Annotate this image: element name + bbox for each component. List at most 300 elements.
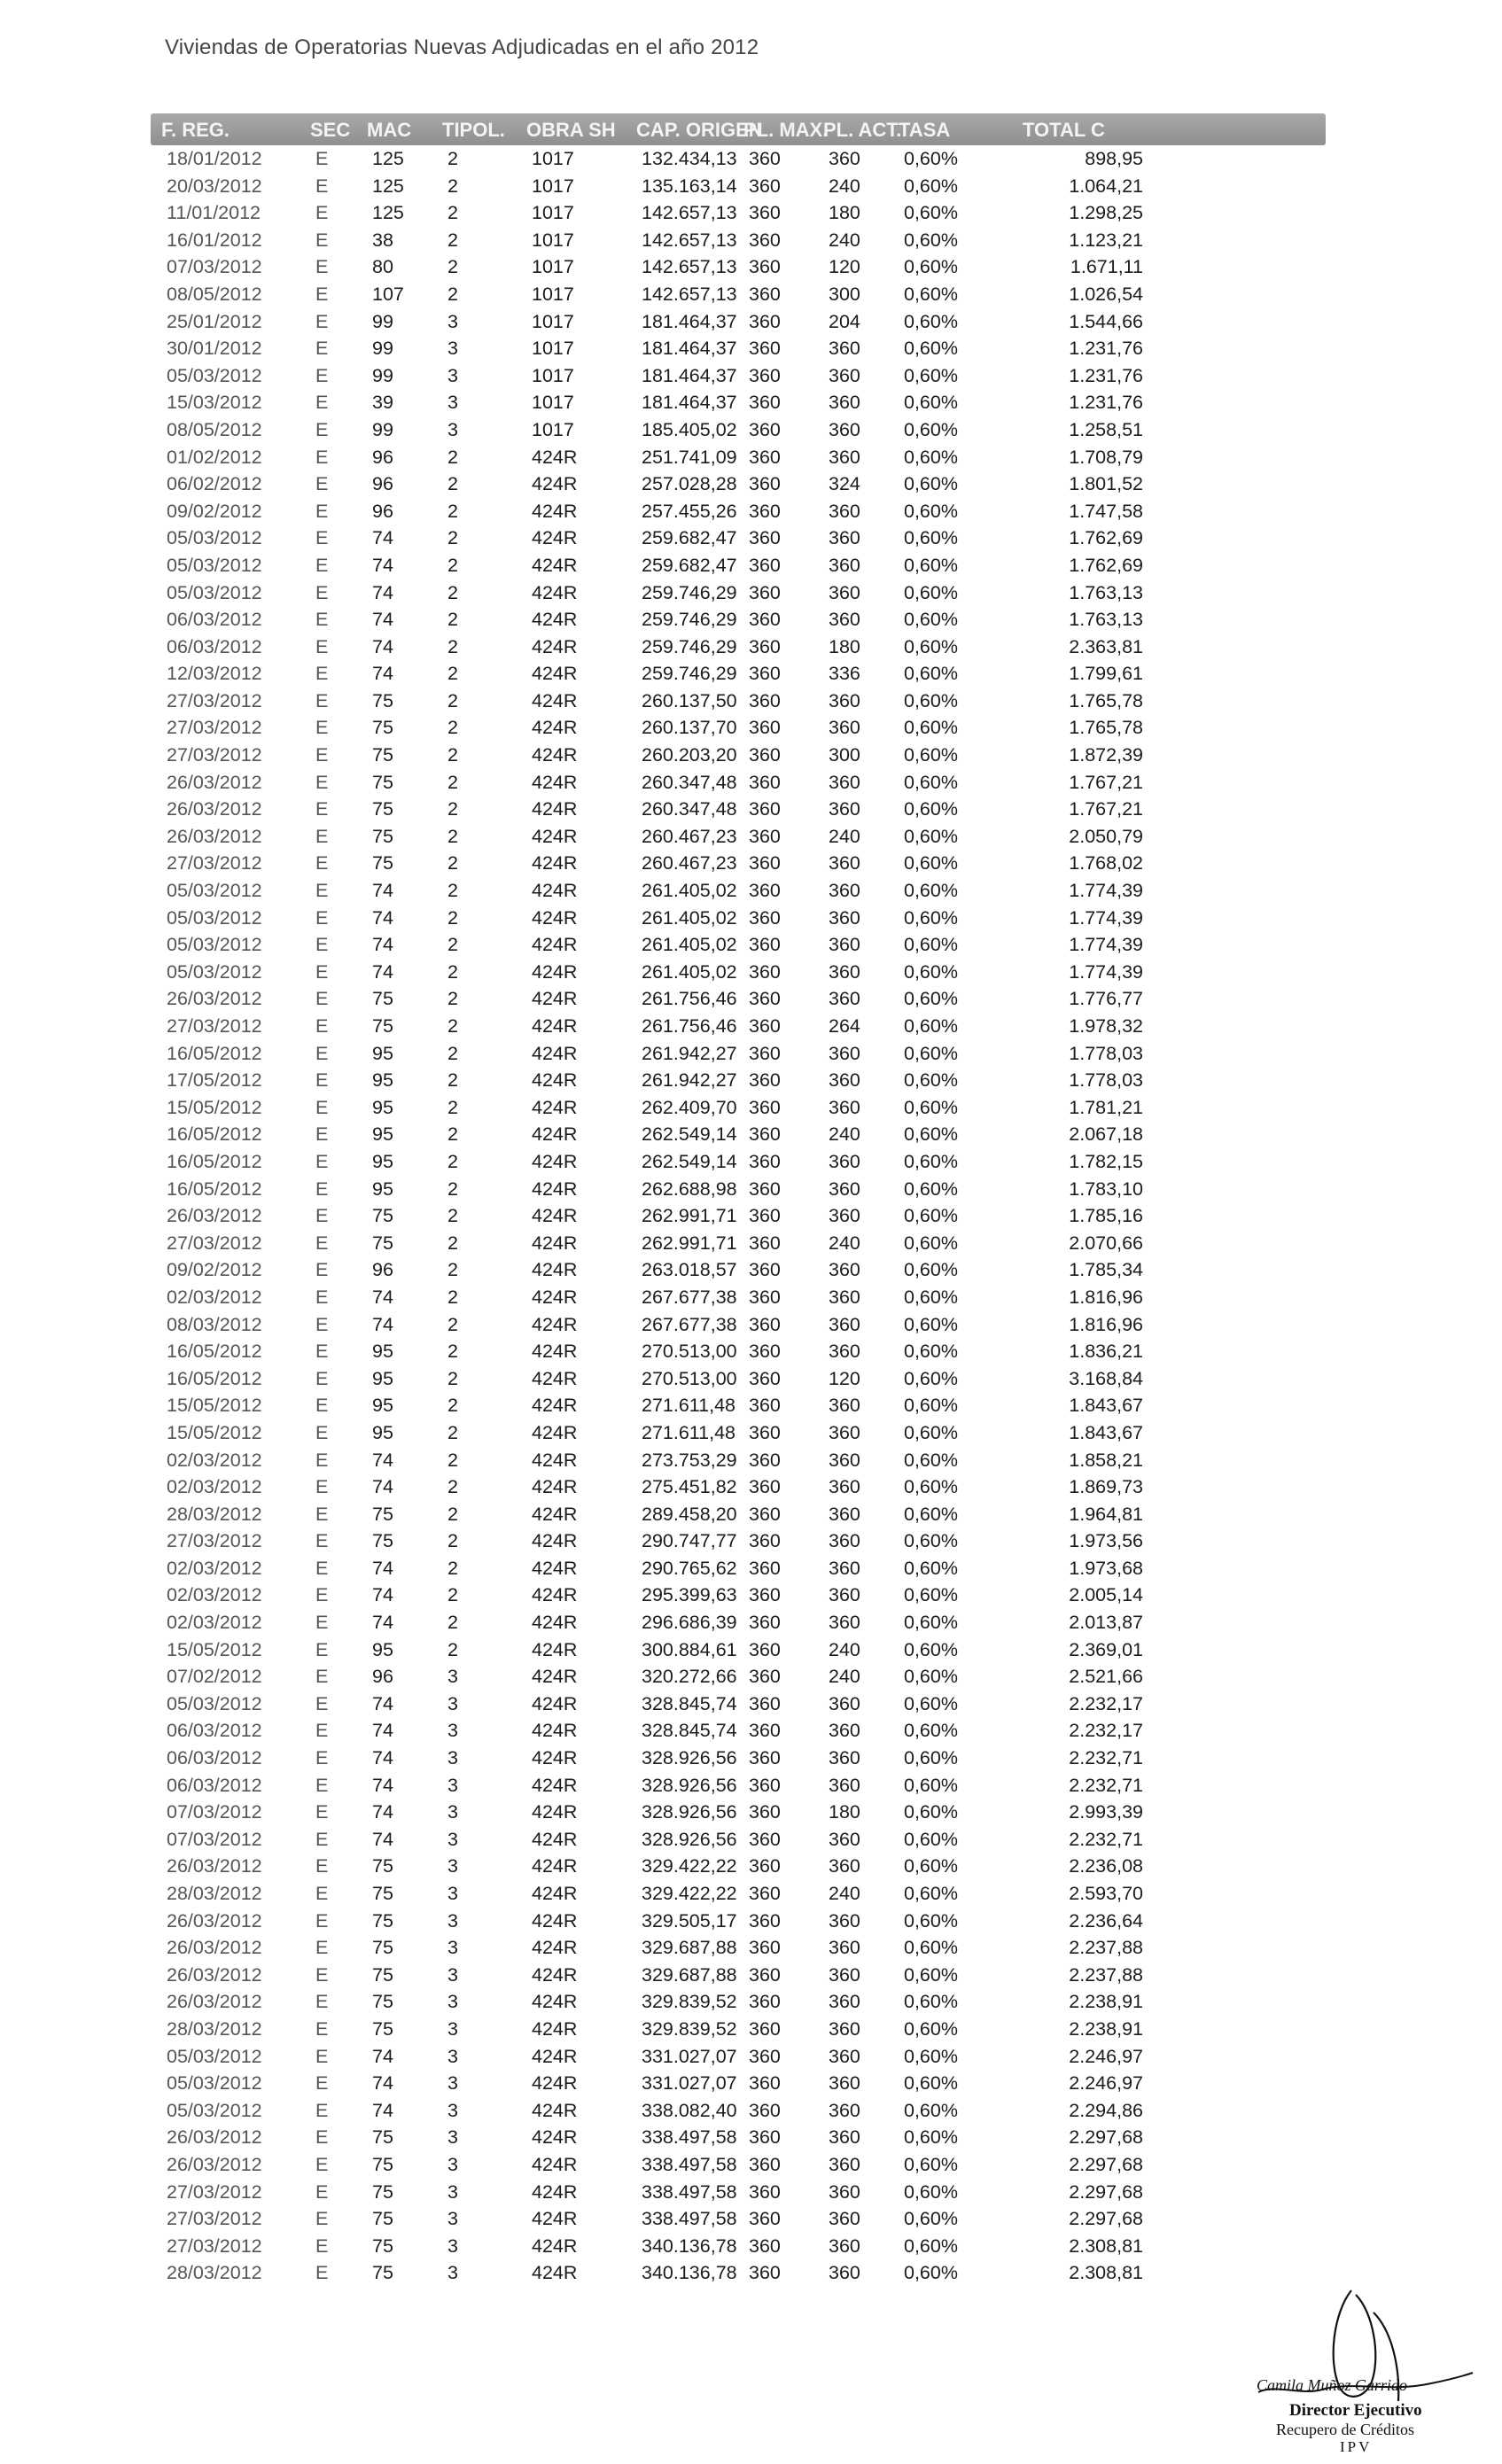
cell-sec: E — [315, 717, 329, 739]
cell-date: 26/03/2012 — [167, 2126, 262, 2149]
cell-plact: 360 — [829, 527, 860, 549]
table-row — [151, 1447, 1326, 1474]
cell-capital: 260.137,70 — [642, 717, 737, 739]
cell-plact: 360 — [829, 1042, 860, 1064]
cell-obra: 1017 — [532, 202, 574, 224]
table-row — [151, 823, 1326, 851]
cell-mac: 74 — [372, 1720, 393, 1742]
cell-date: 30/01/2012 — [167, 338, 262, 360]
cell-plact: 360 — [829, 1395, 860, 1417]
cell-mac: 74 — [372, 960, 393, 983]
cell-plmax: 360 — [749, 1666, 781, 1688]
cell-capital: 331.027,07 — [642, 2045, 737, 2067]
cell-plact: 360 — [829, 1692, 860, 1714]
cell-date: 06/03/2012 — [167, 1774, 262, 1796]
cell-date: 11/01/2012 — [167, 202, 261, 224]
cell-date: 26/03/2012 — [167, 988, 262, 1010]
cell-plact: 360 — [829, 2208, 860, 2230]
cell-mac: 75 — [372, 1205, 393, 1227]
cell-plmax: 360 — [749, 1557, 781, 1579]
cell-capital: 338.082,40 — [642, 2099, 737, 2121]
cell-tipol: 2 — [447, 202, 458, 224]
cell-date: 05/03/2012 — [167, 960, 262, 983]
cell-obra: 424R — [532, 934, 578, 956]
cell-plact: 120 — [829, 1367, 860, 1389]
table-row — [151, 1256, 1326, 1284]
cell-total: 2.050,79 — [1069, 825, 1143, 847]
cell-plmax: 360 — [749, 1178, 781, 1200]
cell-obra: 424R — [532, 2153, 578, 2175]
cell-capital: 296.686,39 — [642, 1612, 737, 1634]
cell-tasa: 0,60% — [904, 1991, 958, 2013]
table-row — [151, 2043, 1326, 2071]
cell-capital: 340.136,78 — [642, 2262, 737, 2284]
cell-capital: 142.657,13 — [642, 283, 737, 305]
cell-capital: 261.405,02 — [642, 960, 737, 983]
cell-capital: 290.765,62 — [642, 1557, 737, 1579]
cell-plmax: 360 — [749, 1015, 781, 1037]
cell-date: 27/03/2012 — [167, 689, 262, 711]
cell-tasa: 0,60% — [904, 2045, 958, 2067]
cell-plact: 360 — [829, 418, 860, 440]
cell-plact: 360 — [829, 906, 860, 929]
cell-obra: 424R — [532, 1367, 578, 1389]
cell-sec: E — [315, 1096, 329, 1118]
cell-date: 08/03/2012 — [167, 1313, 262, 1335]
cell-obra: 424R — [532, 2262, 578, 2284]
cell-mac: 99 — [372, 310, 393, 332]
cell-total: 1.231,76 — [1069, 392, 1143, 414]
cell-sec: E — [315, 1692, 329, 1714]
cell-obra: 424R — [532, 1720, 578, 1742]
cell-tasa: 0,60% — [904, 906, 958, 929]
cell-sec: E — [315, 1557, 329, 1579]
cell-total: 1.783,10 — [1069, 1178, 1143, 1200]
cell-sec: E — [315, 1395, 329, 1417]
cell-total: 2.521,66 — [1069, 1666, 1143, 1688]
cell-obra: 424R — [532, 2126, 578, 2149]
cell-plmax: 360 — [749, 2045, 781, 2067]
cell-tipol: 3 — [447, 364, 458, 386]
cell-sec: E — [315, 1638, 329, 1660]
cell-date: 05/03/2012 — [167, 364, 262, 386]
cell-capital: 181.464,37 — [642, 364, 737, 386]
cell-obra: 424R — [532, 1883, 578, 1904]
cell-mac: 74 — [372, 1747, 393, 1769]
cell-capital: 331.027,07 — [642, 2072, 737, 2095]
signature-department: Recupero de Créditos — [1276, 2421, 1414, 2438]
cell-mac: 96 — [372, 446, 393, 468]
cell-plmax: 360 — [749, 418, 781, 440]
cell-date: 27/03/2012 — [167, 2235, 262, 2257]
cell-tasa: 0,60% — [904, 1476, 958, 1498]
cell-sec: E — [315, 1909, 329, 1932]
cell-sec: E — [315, 988, 329, 1010]
cell-tasa: 0,60% — [904, 1449, 958, 1471]
cell-plmax: 360 — [749, 2208, 781, 2230]
cell-mac: 95 — [372, 1150, 393, 1172]
table-row — [151, 1663, 1326, 1691]
cell-tasa: 0,60% — [904, 2099, 958, 2121]
table-row — [151, 633, 1326, 661]
cell-tipol: 2 — [447, 148, 458, 169]
table-row — [151, 606, 1326, 633]
cell-capital: 261.756,46 — [642, 1015, 737, 1037]
cell-capital: 259.682,47 — [642, 527, 737, 549]
cell-mac: 75 — [372, 825, 393, 847]
cell-capital: 181.464,37 — [642, 338, 737, 360]
cell-tasa: 0,60% — [904, 2017, 958, 2040]
cell-tipol: 3 — [447, 2045, 458, 2067]
cell-tasa: 0,60% — [904, 446, 958, 468]
cell-plact: 360 — [829, 1096, 860, 1118]
cell-plmax: 360 — [749, 2072, 781, 2095]
cell-plmax: 360 — [749, 2235, 781, 2257]
cell-obra: 424R — [532, 1015, 578, 1037]
cell-obra: 424R — [532, 1692, 578, 1714]
cell-tasa: 0,60% — [904, 256, 958, 278]
cell-tipol: 3 — [447, 1692, 458, 1714]
cell-capital: 142.657,13 — [642, 202, 737, 224]
cell-date: 27/03/2012 — [167, 717, 262, 739]
cell-plact: 240 — [829, 229, 860, 251]
cell-tasa: 0,60% — [904, 2180, 958, 2203]
cell-date: 05/03/2012 — [167, 2099, 262, 2121]
cell-date: 02/03/2012 — [167, 1612, 262, 1634]
cell-tipol: 2 — [447, 1313, 458, 1335]
cell-sec: E — [315, 148, 329, 169]
cell-plact: 360 — [829, 880, 860, 902]
cell-obra: 424R — [532, 1666, 578, 1688]
cell-capital: 260.203,20 — [642, 744, 737, 766]
cell-plmax: 360 — [749, 1449, 781, 1471]
cell-tasa: 0,60% — [904, 229, 958, 251]
cell-plact: 324 — [829, 473, 860, 495]
table-row — [151, 2205, 1326, 2233]
cell-total: 2.308,81 — [1069, 2262, 1143, 2284]
cell-plmax: 360 — [749, 1395, 781, 1417]
cell-total: 2.232,17 — [1069, 1692, 1143, 1714]
cell-sec: E — [315, 906, 329, 929]
cell-sec: E — [315, 1774, 329, 1796]
table-row — [151, 1040, 1326, 1068]
cell-plmax: 360 — [749, 717, 781, 739]
cell-tipol: 2 — [447, 1232, 458, 1254]
cell-sec: E — [315, 1883, 329, 1904]
cell-plact: 360 — [829, 1774, 860, 1796]
cell-date: 02/03/2012 — [167, 1584, 262, 1606]
cell-capital: 251.741,09 — [642, 446, 737, 468]
cell-plmax: 360 — [749, 1937, 781, 1959]
cell-total: 2.297,68 — [1069, 2208, 1143, 2230]
cell-sec: E — [315, 364, 329, 386]
cell-total: 1.765,78 — [1069, 717, 1143, 739]
cell-total: 1.747,58 — [1069, 500, 1143, 522]
cell-sec: E — [315, 1286, 329, 1308]
cell-plact: 180 — [829, 635, 860, 657]
table-row — [151, 1094, 1326, 1122]
cell-date: 27/03/2012 — [167, 1015, 262, 1037]
table-row — [151, 796, 1326, 823]
cell-sec: E — [315, 1476, 329, 1498]
column-header-obra: OBRA SH — [526, 119, 616, 141]
cell-capital: 270.513,00 — [642, 1341, 737, 1363]
cell-tasa: 0,60% — [904, 1720, 958, 1742]
cell-plact: 360 — [829, 1205, 860, 1227]
cell-capital: 338.497,58 — [642, 2180, 737, 2203]
cell-tipol: 2 — [447, 1205, 458, 1227]
cell-total: 1.767,21 — [1069, 771, 1143, 793]
cell-mac: 95 — [372, 1178, 393, 1200]
cell-tasa: 0,60% — [904, 2126, 958, 2149]
cell-plact: 360 — [829, 554, 860, 576]
cell-plmax: 360 — [749, 229, 781, 251]
cell-capital: 260.467,23 — [642, 852, 737, 874]
cell-tasa: 0,60% — [904, 934, 958, 956]
cell-sec: E — [315, 500, 329, 522]
cell-tasa: 0,60% — [904, 473, 958, 495]
cell-date: 05/03/2012 — [167, 581, 262, 603]
cell-tipol: 2 — [447, 581, 458, 603]
cell-plmax: 360 — [749, 663, 781, 685]
cell-plmax: 360 — [749, 2126, 781, 2149]
cell-total: 2.297,68 — [1069, 2180, 1143, 2203]
cell-tipol: 3 — [447, 418, 458, 440]
table-row — [151, 2016, 1326, 2043]
cell-plmax: 360 — [749, 446, 781, 468]
cell-capital: 262.409,70 — [642, 1096, 737, 1118]
cell-mac: 95 — [372, 1069, 393, 1092]
cell-plact: 360 — [829, 1855, 860, 1877]
cell-obra: 424R — [532, 554, 578, 576]
table-row — [151, 173, 1326, 200]
cell-capital: 259.682,47 — [642, 554, 737, 576]
table-row — [151, 2179, 1326, 2206]
cell-tasa: 0,60% — [904, 960, 958, 983]
cell-mac: 107 — [372, 283, 404, 305]
cell-obra: 424R — [532, 1476, 578, 1498]
cell-total: 2.238,91 — [1069, 1991, 1143, 2013]
cell-obra: 424R — [532, 1341, 578, 1363]
cell-tasa: 0,60% — [904, 880, 958, 902]
table-header — [151, 113, 1326, 145]
cell-plmax: 360 — [749, 1720, 781, 1742]
cell-capital: 262.688,98 — [642, 1178, 737, 1200]
cell-tasa: 0,60% — [904, 1503, 958, 1525]
table-row — [151, 389, 1326, 416]
cell-mac: 95 — [372, 1638, 393, 1660]
cell-capital: 273.753,29 — [642, 1449, 737, 1471]
cell-tasa: 0,60% — [904, 1530, 958, 1552]
cell-obra: 424R — [532, 717, 578, 739]
cell-mac: 75 — [372, 2208, 393, 2230]
cell-total: 1.774,39 — [1069, 880, 1143, 902]
cell-mac: 75 — [372, 1909, 393, 1932]
cell-obra: 424R — [532, 1313, 578, 1335]
cell-sec: E — [315, 2045, 329, 2067]
cell-capital: 338.497,58 — [642, 2208, 737, 2230]
cell-sec: E — [315, 771, 329, 793]
cell-total: 1.762,69 — [1069, 554, 1143, 576]
cell-date: 09/02/2012 — [167, 500, 262, 522]
cell-tipol: 3 — [447, 1963, 458, 1986]
cell-capital: 261.405,02 — [642, 906, 737, 929]
cell-capital: 257.028,28 — [642, 473, 737, 495]
cell-obra: 424R — [532, 1855, 578, 1877]
cell-plmax: 360 — [749, 1205, 781, 1227]
cell-total: 2.297,68 — [1069, 2126, 1143, 2149]
cell-mac: 99 — [372, 364, 393, 386]
cell-tasa: 0,60% — [904, 1421, 958, 1443]
table-row — [151, 1717, 1326, 1745]
cell-plact: 180 — [829, 202, 860, 224]
cell-obra: 1017 — [532, 175, 574, 197]
cell-obra: 1017 — [532, 256, 574, 278]
cell-date: 16/05/2012 — [167, 1150, 262, 1172]
cell-plmax: 360 — [749, 473, 781, 495]
cell-total: 1.765,78 — [1069, 689, 1143, 711]
cell-tasa: 0,60% — [904, 527, 958, 549]
cell-plact: 360 — [829, 1476, 860, 1498]
cell-plmax: 360 — [749, 744, 781, 766]
cell-mac: 125 — [372, 202, 404, 224]
cell-tipol: 2 — [447, 1584, 458, 1606]
cell-mac: 74 — [372, 1584, 393, 1606]
cell-sec: E — [315, 175, 329, 197]
cell-obra: 424R — [532, 1421, 578, 1443]
adjudications-table — [151, 113, 1326, 2287]
cell-date: 26/03/2012 — [167, 825, 262, 847]
cell-total: 1.768,02 — [1069, 852, 1143, 874]
cell-date: 06/03/2012 — [167, 1747, 262, 1769]
cell-capital: 261.405,02 — [642, 934, 737, 956]
cell-tasa: 0,60% — [904, 148, 958, 169]
cell-mac: 74 — [372, 581, 393, 603]
cell-tasa: 0,60% — [904, 1557, 958, 1579]
cell-plact: 360 — [829, 1612, 860, 1634]
table-row — [151, 1392, 1326, 1419]
cell-total: 1.843,67 — [1069, 1395, 1143, 1417]
cell-date: 28/03/2012 — [167, 2017, 262, 2040]
cell-total: 2.232,71 — [1069, 1828, 1143, 1850]
cell-tasa: 0,60% — [904, 1692, 958, 1714]
cell-plmax: 360 — [749, 148, 781, 169]
cell-total: 1.123,21 — [1069, 229, 1143, 251]
cell-obra: 424R — [532, 906, 578, 929]
cell-tipol: 3 — [447, 310, 458, 332]
cell-mac: 99 — [372, 338, 393, 360]
cell-mac: 74 — [372, 1313, 393, 1335]
cell-obra: 424R — [532, 1096, 578, 1118]
cell-tipol: 2 — [447, 880, 458, 902]
table-row — [151, 145, 1326, 173]
cell-plact: 360 — [829, 852, 860, 874]
cell-plmax: 360 — [749, 581, 781, 603]
cell-plmax: 360 — [749, 1692, 781, 1714]
cell-sec: E — [315, 1747, 329, 1769]
cell-plmax: 360 — [749, 1801, 781, 1823]
cell-tasa: 0,60% — [904, 500, 958, 522]
cell-obra: 424R — [532, 1259, 578, 1281]
cell-mac: 75 — [372, 1991, 393, 2013]
cell-plmax: 360 — [749, 1612, 781, 1634]
cell-mac: 75 — [372, 2017, 393, 2040]
cell-capital: 261.756,46 — [642, 988, 737, 1010]
cell-tipol: 2 — [447, 689, 458, 711]
cell-plact: 360 — [829, 148, 860, 169]
cell-sec: E — [315, 581, 329, 603]
cell-plmax: 360 — [749, 609, 781, 631]
cell-capital: 290.747,77 — [642, 1530, 737, 1552]
cell-mac: 95 — [372, 1367, 393, 1389]
cell-tipol: 2 — [447, 229, 458, 251]
cell-total: 2.237,88 — [1069, 1963, 1143, 1986]
cell-total: 2.246,97 — [1069, 2045, 1143, 2067]
cell-total: 1.801,52 — [1069, 473, 1143, 495]
cell-tipol: 2 — [447, 1286, 458, 1308]
signature-stamp — [1241, 2277, 1489, 2454]
cell-capital: 340.136,78 — [642, 2235, 737, 2257]
cell-total: 1.776,77 — [1069, 988, 1143, 1010]
cell-sec: E — [315, 1150, 329, 1172]
cell-sec: E — [315, 2017, 329, 2040]
cell-obra: 424R — [532, 852, 578, 874]
cell-total: 2.067,18 — [1069, 1123, 1143, 1146]
column-header-capital: CAP. ORIGEN — [636, 119, 763, 141]
cell-capital: 300.884,61 — [642, 1638, 737, 1660]
cell-sec: E — [315, 202, 329, 224]
cell-total: 1.763,13 — [1069, 581, 1143, 603]
cell-date: 27/03/2012 — [167, 852, 262, 874]
cell-date: 26/03/2012 — [167, 1855, 262, 1877]
cell-tasa: 0,60% — [904, 1666, 958, 1688]
cell-capital: 135.163,14 — [642, 175, 737, 197]
cell-capital: 259.746,29 — [642, 635, 737, 657]
table-row — [151, 1202, 1326, 1230]
cell-capital: 267.677,38 — [642, 1286, 737, 1308]
cell-mac: 74 — [372, 2072, 393, 2095]
cell-obra: 424R — [532, 1395, 578, 1417]
table-row — [151, 1230, 1326, 1257]
cell-date: 15/05/2012 — [167, 1421, 262, 1443]
cell-obra: 1017 — [532, 148, 574, 169]
cell-obra: 424R — [532, 1963, 578, 1986]
cell-capital: 289.458,20 — [642, 1503, 737, 1525]
cell-total: 1.767,21 — [1069, 798, 1143, 820]
cell-tipol: 3 — [447, 1801, 458, 1823]
cell-mac: 75 — [372, 1883, 393, 1904]
table-row — [151, 931, 1326, 959]
cell-tasa: 0,60% — [904, 202, 958, 224]
cell-total: 1.836,21 — [1069, 1341, 1143, 1363]
cell-plmax: 360 — [749, 1638, 781, 1660]
cell-plact: 360 — [829, 960, 860, 983]
cell-mac: 75 — [372, 689, 393, 711]
table-row — [151, 498, 1326, 525]
cell-date: 16/05/2012 — [167, 1178, 262, 1200]
cell-mac: 95 — [372, 1042, 393, 1064]
cell-capital: 261.942,27 — [642, 1042, 737, 1064]
table-row — [151, 1772, 1326, 1799]
cell-capital: 262.991,71 — [642, 1205, 737, 1227]
table-row — [151, 1121, 1326, 1148]
cell-obra: 424R — [532, 1286, 578, 1308]
cell-tipol: 2 — [447, 1367, 458, 1389]
table-row — [151, 742, 1326, 769]
table-row — [151, 444, 1326, 471]
cell-obra: 1017 — [532, 283, 574, 305]
cell-tasa: 0,60% — [904, 1096, 958, 1118]
